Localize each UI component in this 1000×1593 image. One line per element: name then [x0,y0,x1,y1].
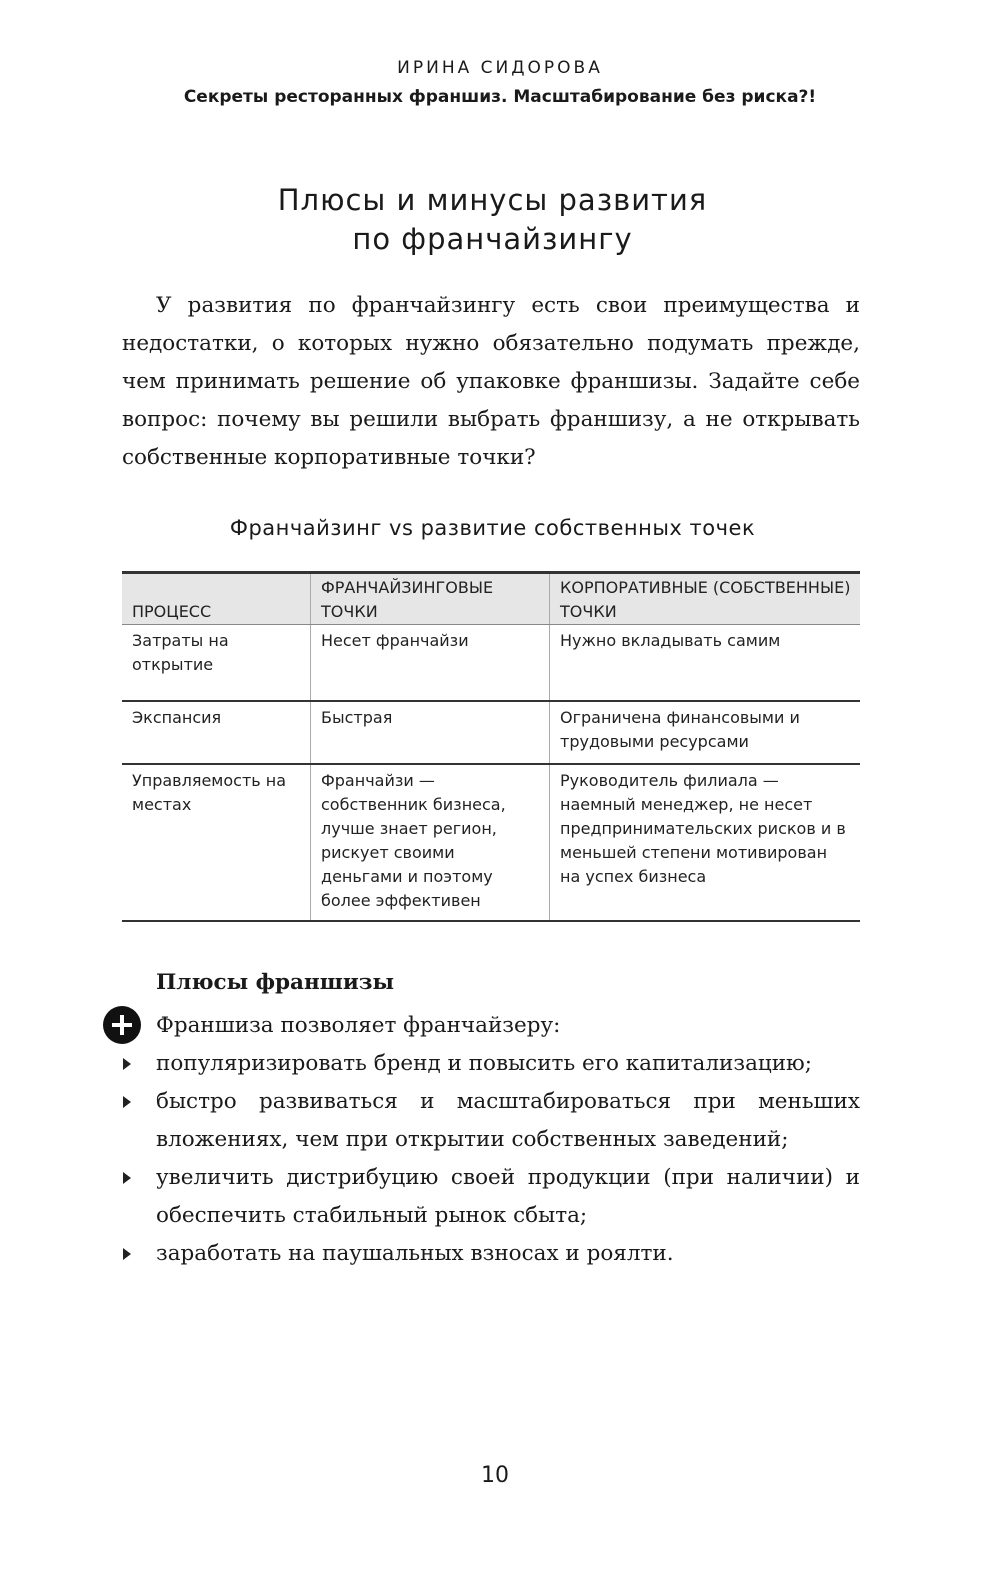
table-cell: Несет франчайзи [311,625,550,701]
table-caption: Франчайзинг vs развитие собственных точек [229,516,756,540]
list-item-text: быстро развиваться и масштабироваться при меньших вложениях, чем при открытии собственных заведений; [156,1089,860,1152]
pros-lead-text: Франшиза позволяет франчайзеру: [156,1013,561,1038]
table-cell: Затраты на открытие [122,625,311,701]
triangle-bullet-icon [123,1096,131,1108]
list-item [0,1235,860,1273]
page-number: 10 [481,1463,509,1488]
table-cell: Быстрая [311,701,550,764]
table-row [122,764,860,921]
list-item-text: увеличить дистрибуцию своей продукции (при наличии) и обеспечить стабильный рынок сбыта; [156,1165,860,1228]
table-row [122,701,860,764]
table-cell: Руководитель филиала — наемный менеджер, не несет предпринимательских рисков и в меньшей степени мотивирован на успех бизнеса [550,764,861,921]
header-franchise-points: ФРАНЧАЙЗИНГОВЫЕ ТОЧКИ [311,573,550,625]
header-corporate-points: КОРПОРАТИВНЫЕ (СОБСТВЕННЫЕ) ТОЧКИ [550,573,861,625]
triangle-bullet-icon [123,1248,131,1260]
table-cell: Экспансия [122,701,311,764]
plus-icon [103,1006,141,1044]
table-cell: Ограничена финансовыми и трудовыми ресурсами [550,701,861,764]
list-item-text: популяризировать бренд и повысить его капитализацию; [156,1051,813,1076]
header-process: ПРОЦЕСС [122,573,311,625]
list-item [0,1045,860,1083]
intro-paragraph: У развития по франчайзингу есть свои преимущества и недостатки, о которых нужно обязательно подумать прежде, чем принимать решение об упаковке франшизы. Задайте себе вопрос: почему вы решили выбрать франшизу, а не открывать собственные корпоративные точки? [122,293,860,470]
running-header-author: ИРИНА СИДОРОВА [397,58,603,78]
comparison-table [122,571,860,922]
list-item [0,1159,860,1235]
section-heading-line-1: Плюсы и минусы развития [277,183,708,217]
list-item-text: заработать на паушальных взносах и роялти. [156,1241,674,1266]
table-row [122,625,860,701]
triangle-bullet-icon [123,1058,131,1070]
pros-list [0,1045,1000,1273]
table-cell: Управляемость на местах [122,764,311,921]
section-heading-line-2: по франчайзингу [352,222,633,256]
table-cell: Нужно вкладывать самим [550,625,861,701]
running-header-book-title: Секреты ресторанных франшиз. Масштабирование без риска?! [183,87,817,107]
pros-section-title: Плюсы франшизы [156,970,395,995]
table-cell: Франчайзи — собственник бизнеса, лучше знает регион, рискует своими деньгами и поэтому более эффективен [311,764,550,921]
table-header-row [122,573,860,625]
list-item [0,1083,860,1159]
triangle-bullet-icon [123,1172,131,1184]
